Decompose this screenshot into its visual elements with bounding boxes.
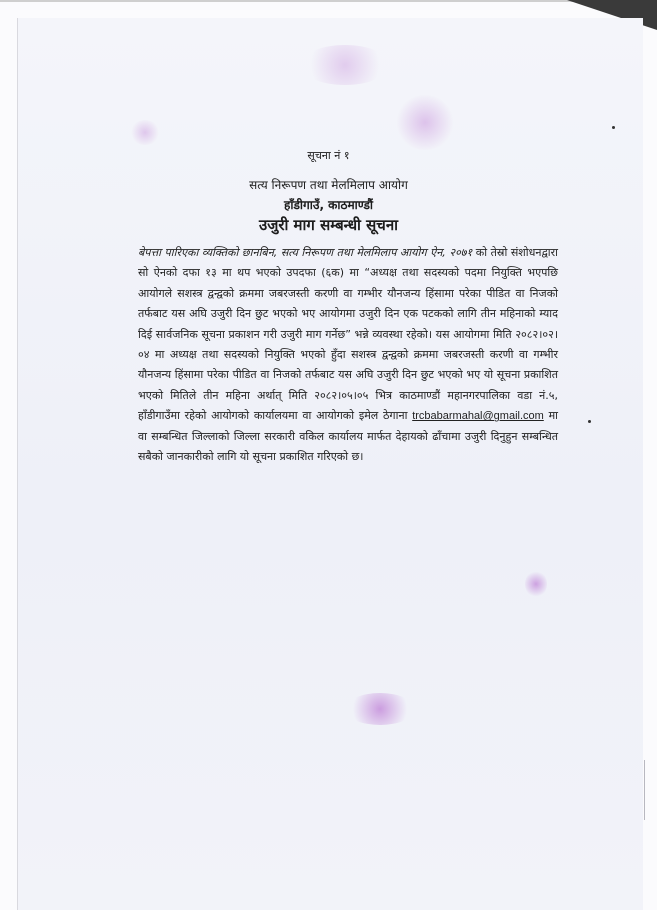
notice-title: उजुरी माग सम्बन्धी सूचना — [258, 216, 399, 234]
paper-speck — [588, 420, 591, 423]
stamp-smudge — [300, 45, 390, 85]
notice-number: सूचना नं १ — [307, 149, 350, 162]
notice-body-closing: मा वा सम्बन्धित जिल्लाको जिल्ला सरकारी वकिल कार्यालय मार्फत देहायको ढाँचामा उजुरी दिनुहुन सम्बन्धित सबैको जानकारीको लागि यो सूचना प्रकाशित गरिएको छ। — [138, 409, 558, 464]
stamp-smudge — [525, 570, 547, 598]
notice-body-lead: बेपत्ता पारिएका व्यक्तिको छानबिन, सत्य निरूपण तथा मेलमिलाप आयोग ऐन, २०७१ — [138, 246, 473, 259]
stamp-smudge — [345, 693, 415, 725]
scan-top-edge — [0, 0, 620, 2]
paper-speck — [612, 126, 615, 129]
stamp-smudge — [395, 95, 455, 150]
notice-body — [138, 243, 558, 467]
stamp-smudge — [130, 120, 160, 145]
notice-body-text: को तेस्रो संशोधनद्वारा सो ऐनको दफा १३ मा थप भएको उपदफा (६क) मा “अध्यक्ष तथा सदस्यको पदमा नियुक्ति भएपछि आयोगले सशस्त्र द्वन्द्वको क्रममा जबरजस्ती करणी वा गम्भीर यौनजन्य हिंसामा परेका पीडित वा निजको तर्फबाट यस अघि उजुरी दिन छुट भएको भए आयोगमा उजुरी दिन एक पटकको लागि तीन महिनाको म्याद दिई सार्वजनिक सूचना प्रकाशन गरी उजुरी माग गर्नेछ” भन्ने व्यवस्था रहेको। यस आयोगमा मिति २०८२।०२।०४ मा अध्यक्ष तथा सदस्यको नियुक्ति भएको हुँदा सशस्त्र द्वन्द्वको क्रममा जबरजस्ती करणी वा गम्भीर यौनजन्य हिंसामा परेका पीडित वा निजको तर्फबाट यस अघि उजुरी दिन छुट भएको भए यो सूचना प्रकाशित भएको मितिले तीन महिना अर्थात् मिति २०८२।०५।०५ भित्र काठमाण्डौं महानगरपालिका वडा नं.५, हाँडीगाउँमा रहेको आयोगको कार्यालयमा वा आयोगको इमेल ठेगाना — [138, 246, 558, 423]
email-link[interactable]: trcbabarmahal@gmail.com — [412, 410, 544, 423]
organization-location: हाँडीगाउँ, काठमाण्डौं — [284, 198, 373, 212]
paper-edge-mark — [644, 760, 645, 820]
organization-name: सत्य निरूपण तथा मेलमिलाप आयोग — [249, 178, 408, 192]
